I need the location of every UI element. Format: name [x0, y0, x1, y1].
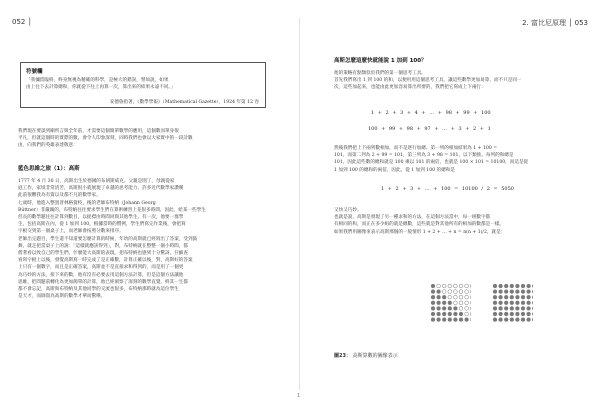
filled-dot: [431, 312, 435, 316]
right-page: [301, 0, 600, 405]
quote-line: 「我彌留臨終，終身無視為精確的科學，是極大的錯誤，譬如說，如果: [26, 78, 169, 83]
open-dot: [448, 295, 452, 299]
filled-dot: [499, 312, 503, 316]
right-page-header: 2. 富比尼原理 │ 053: [522, 19, 588, 27]
filled-dot: [504, 301, 508, 305]
filled-dot: [437, 295, 441, 299]
open-dot: [465, 290, 469, 294]
open-dot: [470, 312, 471, 316]
filled-dot: [516, 295, 520, 299]
footer-mark: 1: [297, 393, 301, 399]
filled-dot: [431, 295, 435, 299]
open-dot: [459, 301, 463, 305]
open-dot: [470, 301, 471, 305]
filled-dot: [499, 301, 503, 305]
filled-dot: [532, 312, 533, 316]
open-dot: [465, 307, 469, 311]
filled-dot: [532, 307, 533, 311]
text-line: 舞，就走把當桌子上的說：「這樣就應該得到」，對，布特納就在整整一個小時間，都: [18, 243, 188, 249]
open-dot: [465, 301, 469, 305]
text-line: 101，因此這些數的總和就是 100 乘以 101 的兩倍，也就是 100 × 101 = 10100，而這是從: [334, 160, 529, 166]
filled-dot: [532, 301, 533, 305]
intro-paragraph: [18, 128, 280, 150]
text-line: 老師出完題目，學生還不知道要怎麼計算的時候，年幼的高斯就已經寫出了答案，受到鼓: [18, 236, 198, 242]
filled-dot: [448, 312, 452, 316]
text-line: 也就是說，高斯是發現了另一種求和的方法，在這個方法當中，每一組數字都: [334, 215, 491, 221]
open-dot: [442, 284, 446, 288]
text-line: 他的策略有點類似於我們的第一個思考工具。: [334, 71, 426, 76]
filled-dot: [527, 318, 531, 322]
text-line: 七歲時，他進入整置普林格資校，後的老師布特納（Johann Georg: [18, 200, 156, 206]
quote-line: 由上往下去計算總和，你就從下往上再算一次，算出來的結果永遠不同。」: [26, 85, 176, 90]
text-line: 字板交到第一個桌子上，而老師會按照分數來排序。: [18, 229, 124, 235]
filled-dot: [504, 284, 508, 288]
filled-dot: [442, 307, 446, 311]
filled-dot: [493, 318, 497, 322]
filled-dot: [437, 307, 441, 311]
text-line: 首先我們寫出 1 到 100 的和，以便用用這個思考工具，讓這些數學更加易算，而不只是同一: [334, 78, 522, 84]
filled-dot: [510, 312, 514, 316]
filled-dot: [504, 312, 508, 316]
filled-dot: [431, 301, 435, 305]
text-line: 我們現在要談到剛所言與全年前，才需要這個簡單數學的應用，這個數而單身很: [18, 129, 179, 134]
filled-dot: [448, 318, 452, 322]
filled-dot: [521, 307, 525, 311]
filled-dot: [431, 284, 435, 288]
quote-box: [20, 62, 266, 108]
figure-caption-text: 高斯算數的圖像表示: [352, 353, 398, 359]
text-line: 思維，把問題前轉化為更加簡單的計算，他已經洞察了深刻的數學直覺，終其一生都: [18, 279, 188, 285]
dot-square-grid: [491, 282, 533, 322]
open-dot: [470, 284, 471, 288]
text-line: 看寫字板上以後，發覺高斯寫一時完成了是正確數，計算正確以後，對，高斯好的答案: [18, 258, 193, 264]
text-line: 僧著看以致自己的學生們，什麼能大高斯的表現，把布特納也感到十分驚訝，仔細查: [18, 251, 188, 257]
open-dot: [437, 284, 441, 288]
text-line: 庭工作，家境非常清苦，高斯很小就展現了卓越的思考能力，許多近代數學家讚嘆: [18, 186, 184, 192]
filled-dot: [442, 295, 446, 299]
filled-dot: [504, 307, 508, 311]
open-dot: [459, 290, 463, 294]
filled-dot: [521, 318, 525, 322]
filled-dot: [521, 301, 525, 305]
figure-caption-label: 圖23：: [334, 353, 351, 359]
open-dot: [465, 312, 469, 316]
text-line: 是天才，而師資為高斯的數學才華而驚嘆。: [18, 294, 106, 300]
left-page: [0, 0, 299, 405]
filled-dot: [437, 318, 441, 322]
filled-dot: [504, 295, 508, 299]
filled-dot: [459, 312, 463, 316]
text-line: 如果我們用圖像來表示高斯那個的一般情形 1 + 2 + … + n = n(n + 1)/2，就是：: [334, 229, 506, 235]
left-page-header: 052 │: [12, 18, 32, 26]
filled-dot: [516, 318, 520, 322]
filled-dot: [516, 301, 520, 305]
filled-dot: [493, 312, 497, 316]
quote-text: [26, 77, 262, 91]
filled-dot: [510, 295, 514, 299]
filled-dot: [442, 318, 446, 322]
filled-dot: [448, 301, 452, 305]
text-line: 1777 年 4 月 30 日，高斯出生於德國的布朗斯威克。父親是園丁，母親從家: [18, 179, 175, 184]
filled-dot: [510, 284, 514, 288]
filled-dot: [431, 318, 435, 322]
text-line: 都不會忘記，高斯與布特納及其他同學的交流也很多，布特納那時就為這位學生: [18, 287, 179, 293]
filled-dot: [527, 307, 531, 311]
text-line: 平凡，但就這個時的實際的數，會令人印象深刻，同時我們也會以大家實中的一段計數: [18, 136, 193, 142]
filled-dot: [448, 307, 452, 311]
text-line: 然後我們把上下兩列數相加，而不是逐行加總。第一列的相加結果為 1 + 100 =: [334, 146, 498, 151]
section-title: 藍色思維之旅（1）：高斯: [18, 166, 80, 172]
filled-dot: [527, 312, 531, 316]
open-dot: [442, 290, 446, 294]
right-section-title: 高斯怎麼這麼快就能說 1 加到 100？: [334, 58, 427, 64]
filled-dot: [516, 284, 520, 288]
open-dot: [459, 307, 463, 311]
text-line: 1 加到 100 的總和的兩倍，因此，從 1 加到 100 的總和是: [334, 167, 455, 173]
filled-dot: [442, 301, 446, 305]
quote-attribution: 安德魯指著，《數學學報》（Mathematical Gazette），1924 年第 12 卷: [109, 100, 259, 105]
open-dot: [465, 295, 469, 299]
text-line: Büttner）非嚴厲的，布特納往往要求學生們在算術練習上花很多時間，因此，給某一些學生: [18, 207, 206, 213]
filled-dot: [499, 290, 503, 294]
filled-dot: [499, 295, 503, 299]
filled-dot: [459, 318, 463, 322]
filled-dot: [521, 295, 525, 299]
filled-dot: [437, 301, 441, 305]
filled-dot: [454, 307, 458, 311]
filled-dot: [454, 318, 458, 322]
formula-bottom-row: 100 + 99 + 98 + 97 + … + 3 + 2 + 1: [368, 126, 491, 132]
open-dot: [454, 290, 458, 294]
right-after: [334, 207, 586, 236]
filled-dot: [437, 290, 441, 294]
text-line: 有相同的和，而正在多少組的就是總數，這些就是對其他所有的相加的數都是一樣。: [334, 222, 504, 228]
open-dot: [454, 295, 458, 299]
formula-result: 1 + 2 + 3 + … + 100 = 10100 / 2 = 5050: [381, 186, 514, 192]
filled-dot: [532, 295, 533, 299]
filled-dot: [504, 318, 508, 322]
filled-dot: [437, 312, 441, 316]
filled-dot: [532, 290, 533, 294]
text-line: 上只有一個數字，而且是正確答案，高斯並不是直接求和得到的，而是用了一個更: [18, 265, 184, 271]
filled-dot: [499, 307, 503, 311]
open-dot: [470, 318, 471, 322]
filled-dot: [499, 284, 503, 288]
text-line: 由，向我們的英雄表達敬意：: [18, 143, 78, 149]
right-middle: [334, 145, 586, 174]
filled-dot: [431, 290, 435, 294]
open-dot: [465, 284, 469, 288]
text-line: 此前很難我為有資以及都不凡的數學家。: [18, 193, 101, 199]
text-line: 為巧妙的方法，接下來的數，他有沒有必要去用這個方法計算，但是這個方法讓他: [18, 272, 184, 278]
filled-dot: [527, 290, 531, 294]
filled-dot: [527, 301, 531, 305]
filled-dot: [493, 301, 497, 305]
filled-dot: [532, 284, 533, 288]
open-dot: [448, 290, 452, 294]
page-gutter: [299, 18, 300, 390]
filled-dot: [516, 307, 520, 311]
filled-dot: [442, 312, 446, 316]
filled-dot: [431, 307, 435, 311]
text-line: 又快又巧妙。: [334, 208, 362, 213]
open-dot: [470, 295, 471, 299]
open-dot: [470, 290, 471, 294]
filled-dot: [527, 284, 531, 288]
filled-dot: [493, 295, 497, 299]
gauss-dot-figure: [429, 282, 533, 344]
filled-dot: [493, 290, 497, 294]
filled-dot: [510, 290, 514, 294]
text-line: 但長的數學題往往計算到數目，以捉襟由時間同與其他學生，有一次，他要一群學: [18, 215, 184, 221]
open-dot: [459, 284, 463, 288]
filled-dot: [504, 290, 508, 294]
filled-dot: [493, 284, 497, 288]
body-text: [18, 178, 280, 300]
filled-dot: [532, 318, 533, 322]
open-dot: [470, 307, 471, 311]
text-line: 生，包括高斯在內，從 1 加到 100，根據當時的慣例，學生們寫完作業後，會把寫: [18, 222, 186, 228]
filled-dot: [510, 318, 514, 322]
filled-dot: [499, 318, 503, 322]
open-dot: [454, 301, 458, 305]
filled-dot: [516, 312, 520, 316]
open-dot: [454, 284, 458, 288]
open-dot: [459, 295, 463, 299]
text-line: 101，而第二列為 2 + 99 = 101，第三列為 3 + 98 = 101，以下類推。每列的和總是: [334, 153, 514, 159]
text-line: 次，這些加起來，也能由此更加容易算出所要的，我們把它寫成上下兩行：: [334, 85, 486, 91]
filled-dot: [521, 284, 525, 288]
filled-dot: [527, 295, 531, 299]
open-dot: [448, 284, 452, 288]
filled-dot: [493, 307, 497, 311]
filled-dot: [521, 312, 525, 316]
quote-tag: 符號欄: [26, 69, 43, 75]
filled-dot: [465, 318, 469, 322]
formula-top-row: 1 + 2 + 3 + 4 + … + 98 + 99 + 100: [371, 110, 491, 116]
filled-dot: [454, 312, 458, 316]
filled-dot: [516, 290, 520, 294]
dot-triangle-grid: [429, 282, 471, 322]
filled-dot: [521, 290, 525, 294]
figure-caption: [334, 352, 398, 359]
filled-dot: [510, 301, 514, 305]
filled-dot: [510, 307, 514, 311]
right-intro: [334, 70, 586, 92]
